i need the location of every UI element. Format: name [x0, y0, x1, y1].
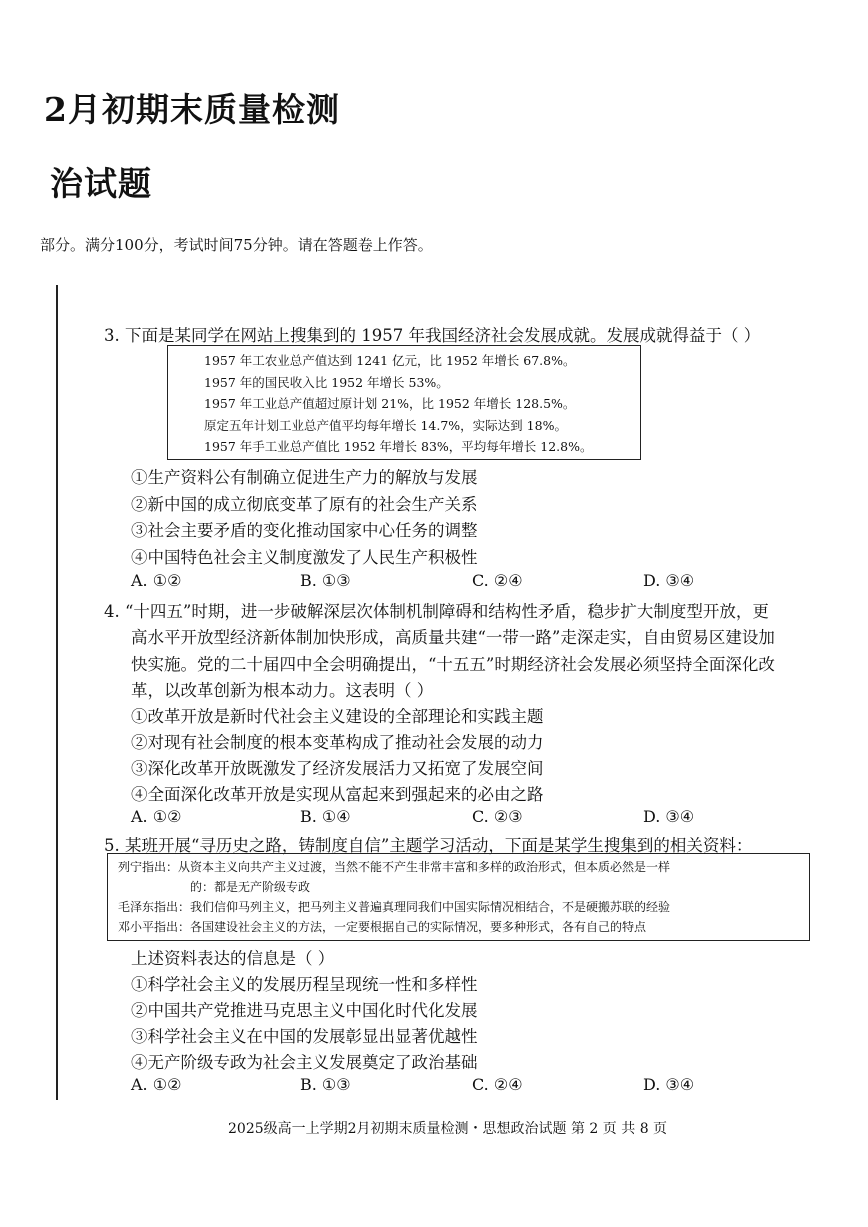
q4-stem-line: 革，以改革创新为根本动力。这表明（ ）: [131, 681, 434, 700]
q3-answer-c: C. ②④: [472, 571, 523, 590]
q3-data-box: [167, 345, 641, 460]
q5-answer-b: B. ①③: [300, 1075, 351, 1094]
q3-box-line: 1957 年的国民收入比 1952 年增长 53%。: [204, 374, 449, 390]
exam-subject-title: 治试题: [50, 164, 152, 203]
q4-answer-d: D. ③④: [643, 807, 695, 826]
q3-answer-a: A. ①②: [131, 571, 182, 590]
q3-option-1: ①生产资料公有制确立促进生产力的解放与发展: [131, 468, 478, 487]
q3-option-3: ③社会主要矛盾的变化推动国家中心任务的调整: [131, 521, 478, 540]
q3-option-4: ④中国特色社会主义制度激发了人民生产积极性: [131, 548, 478, 567]
q4-option-4: ④全面深化改革开放是实现从富起来到强起来的必由之路: [131, 785, 544, 804]
q3-stem: 3. 下面是某同学在网站上搜集到的 1957 年我国经济社会发展成就。发展成就得益于（ ）: [104, 326, 761, 345]
q5-box-line: 列宁指出：从资本主义向共产主义过渡，当然不能不产生非常丰富和多样的政治形式，但本质必然是一样: [118, 860, 671, 874]
q3-box-line: 原定五年计划工业总产值平均每年增长 14.7%，实际达到 18%。: [204, 417, 567, 433]
q5-option-2: ②中国共产党推进马克思主义中国化时代化发展: [131, 1001, 478, 1020]
q4-stem-line: 4. “十四五”时期，进一步破解深层次体制机制障碍和结构性矛盾，稳步扩大制度型开放，更: [104, 602, 769, 621]
exam-instructions: 部分。满分100分，考试时间75分钟。请在答题卷上作答。: [40, 236, 433, 254]
page-footer: 2025级高一上学期2月初期末质量检测・思想政治试题 第 2 页 共 8 页: [228, 1121, 668, 1137]
q5-box-line: 邓小平指出：各国建设社会主义的方法，一定要根据自己的实际情况，要多种形式，各有自己的特点: [118, 920, 647, 934]
q5-answer-c: C. ②④: [472, 1075, 523, 1094]
q4-answer-c: C. ②③: [472, 807, 523, 826]
q5-answer-d: D. ③④: [643, 1075, 695, 1094]
q4-stem-line: 快实施。党的二十届四中全会明确提出，“十五五”时期经济社会发展必须坚持全面深化改: [131, 655, 775, 674]
q3-answer-b: B. ①③: [300, 571, 351, 590]
q3-box-line: 1957 年手工业总产值比 1952 年增长 83%，平均每年增长 12.8%。: [204, 439, 593, 454]
q5-box-line: 的：都是无产阶级专政: [190, 880, 311, 894]
q4-answer-b: B. ①④: [300, 807, 351, 826]
q4-stem-line: 高水平开放型经济新体制加快形成，高质量共建“一带一路”走深走实，自由贸易区建设加: [131, 628, 775, 647]
q5-quote-box: [107, 853, 810, 941]
q4-option-1: ①改革开放是新时代社会主义建设的全部理论和实践主题: [131, 707, 544, 726]
q4-option-3: ③深化改革开放既激发了经济发展活力又拓宽了发展空间: [131, 759, 544, 778]
q5-prompt: 上述资料表达的信息是（ ）: [131, 949, 335, 968]
q3-answer-d: D. ③④: [643, 571, 695, 590]
exam-title: 2月初期末质量检测: [44, 90, 340, 129]
q3-box-line: 1957 年工业总产值超过原计划 21%，比 1952 年增长 128.5%。: [204, 396, 576, 411]
q5-stem: 5. 某班开展“寻历史之路，铸制度自信”主题学习活动，下面是某学生搜集到的相关资料：: [104, 836, 753, 855]
q3-option-2: ②新中国的成立彻底变革了原有的社会生产关系: [131, 495, 478, 514]
q4-answer-a: A. ①②: [131, 807, 182, 826]
q5-option-1: ①科学社会主义的发展历程呈现统一性和多样性: [131, 975, 478, 994]
q5-box-line: 毛泽东指出：我们信仰马列主义，把马列主义普遍真理同我们中国实际情况相结合，不是硬搬苏联的经验: [118, 900, 671, 914]
q5-option-3: ③科学社会主义在中国的发展彰显出显著优越性: [131, 1027, 478, 1046]
q4-option-2: ②对现有社会制度的根本变革构成了推动社会发展的动力: [131, 733, 544, 752]
q5-answer-a: A. ①②: [131, 1075, 182, 1094]
q3-box-line: 1957 年工农业总产值达到 1241 亿元，比 1952 年增长 67.8%。: [204, 353, 576, 368]
q5-option-4: ④无产阶级专政为社会主义发展奠定了政治基础: [131, 1053, 478, 1072]
margin-rule: [56, 285, 58, 1100]
